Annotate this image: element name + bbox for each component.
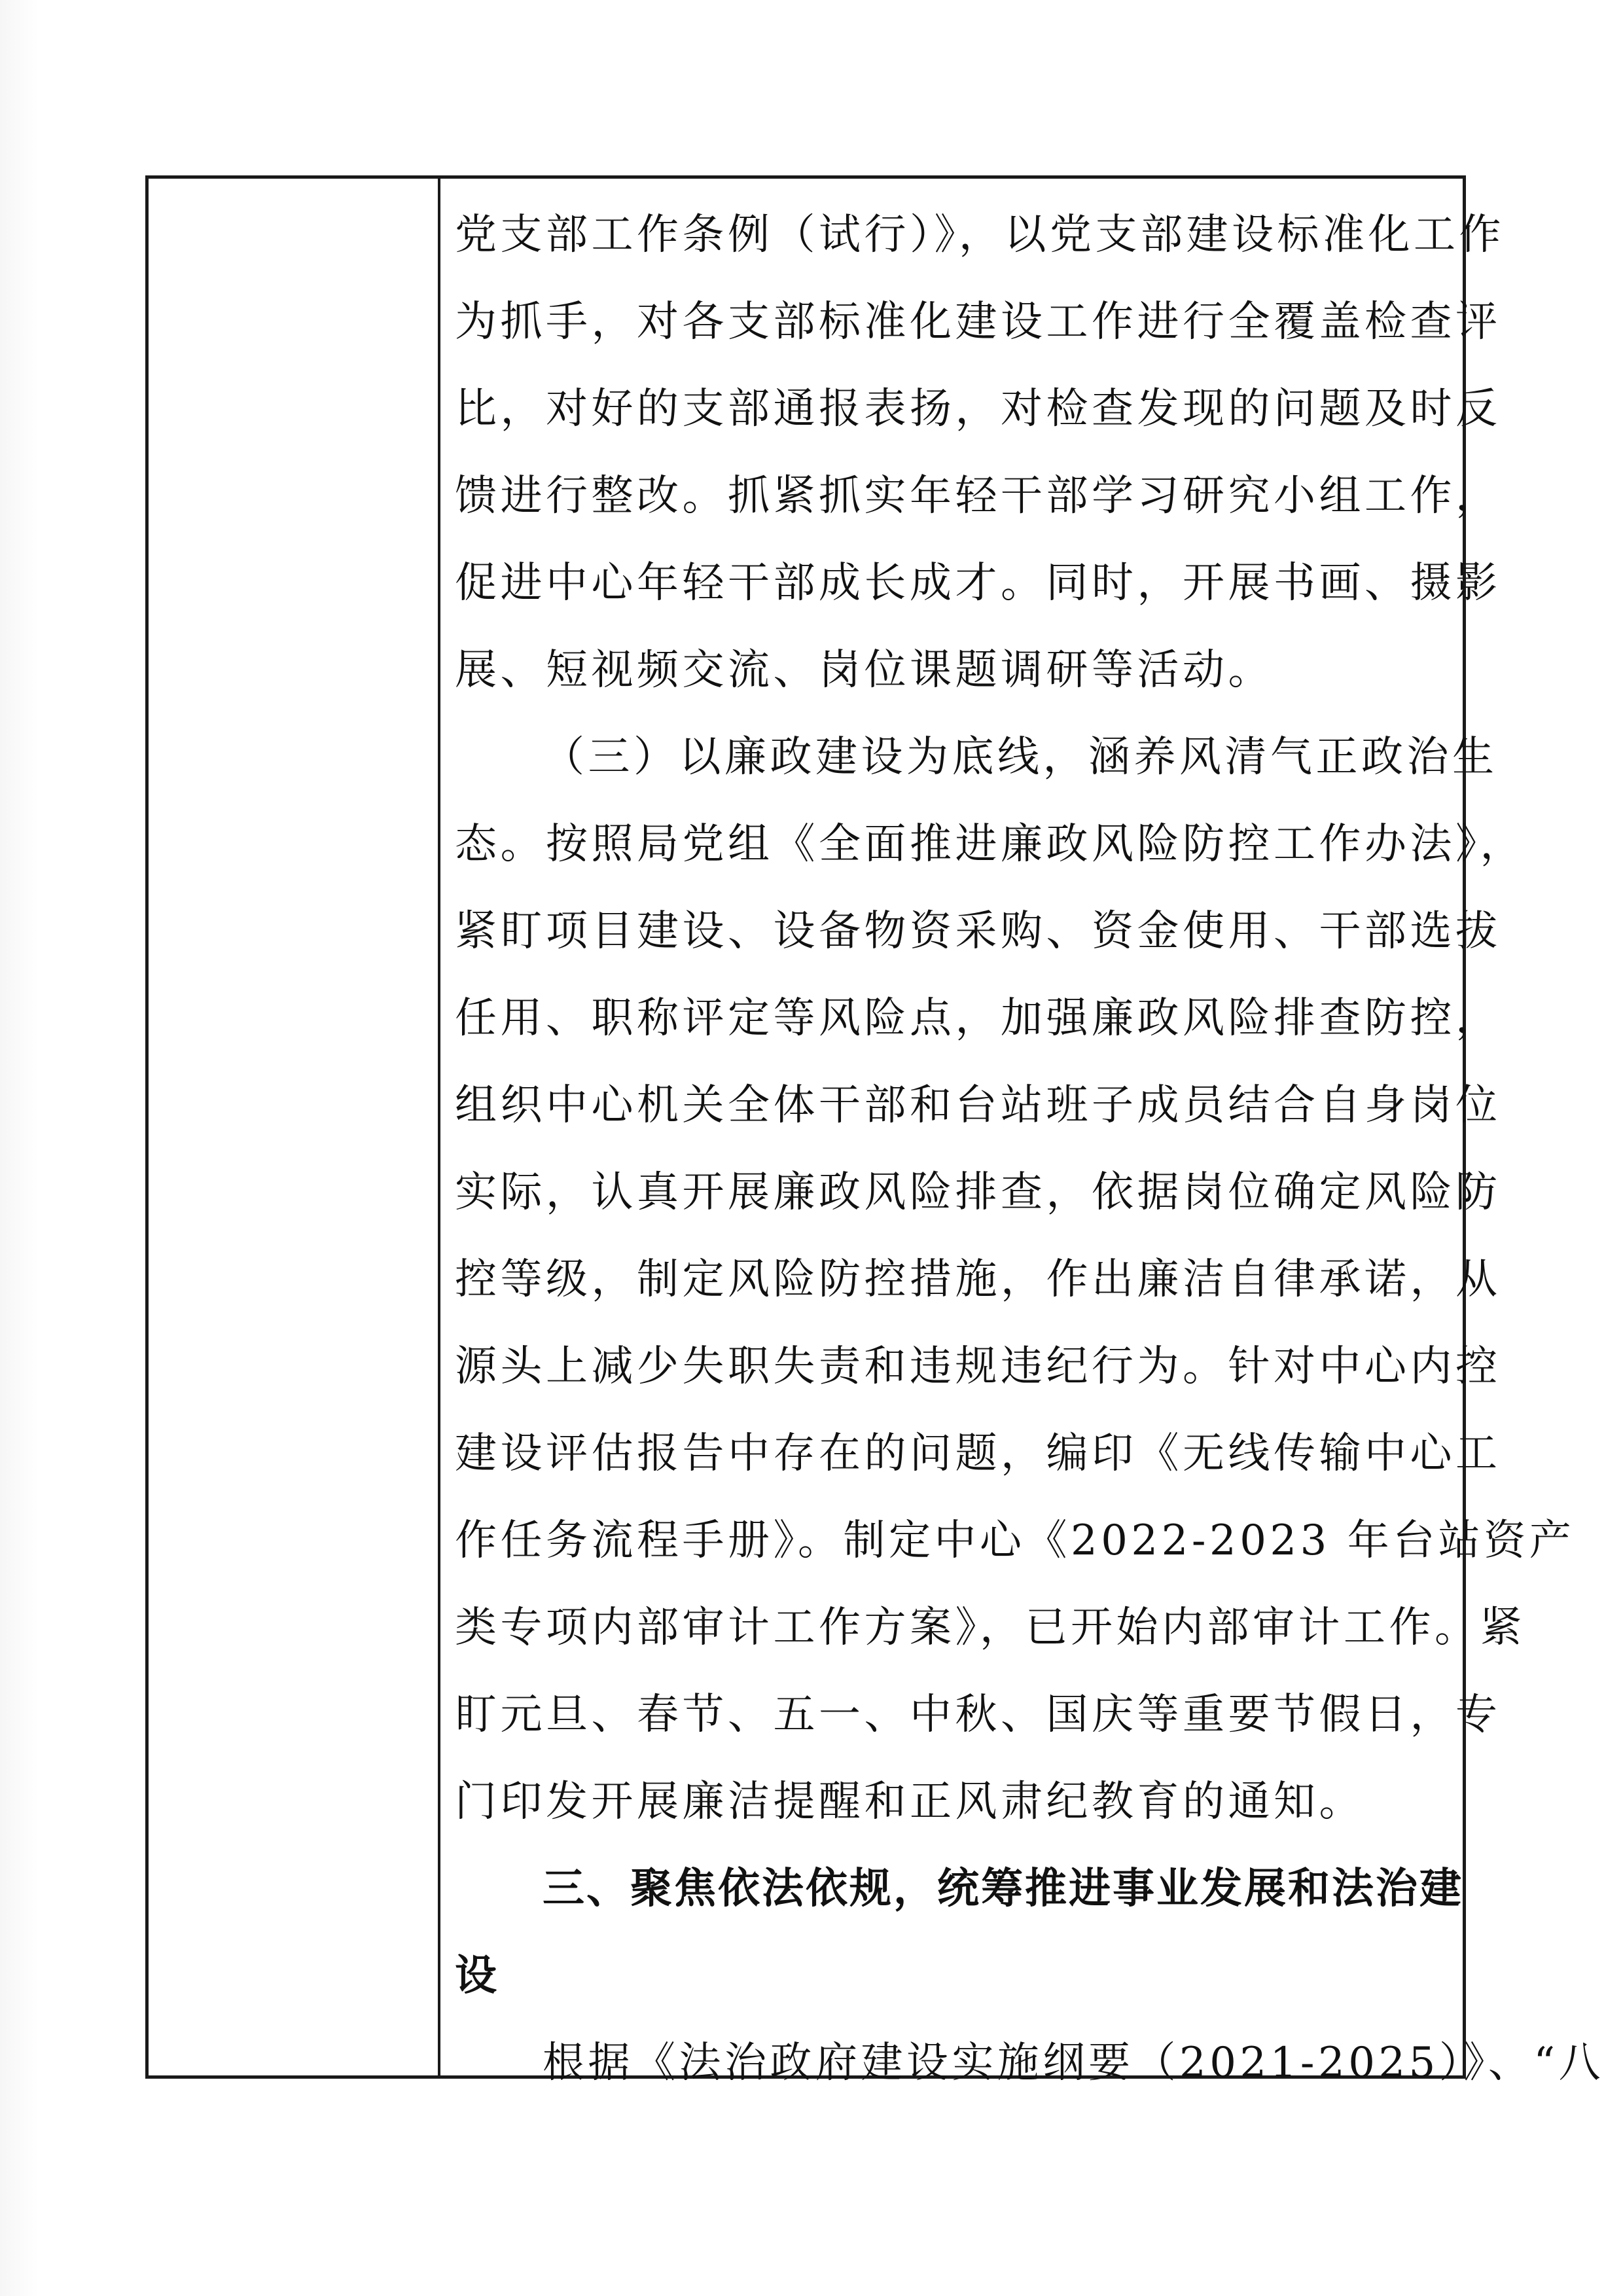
text-line: 盯元旦、春节、五一、中秋、国庆等重要节假日，专 bbox=[455, 1691, 1501, 1739]
section-heading-continued: 设 bbox=[455, 1952, 499, 2000]
text-line: 紧盯项目建设、设备物资采购、资金使用、干部选拔 bbox=[455, 907, 1501, 956]
text-line: 态。按照局党组《全面推进廉政风险防控工作办法》， bbox=[455, 820, 1525, 869]
column-divider bbox=[438, 179, 440, 2075]
table-left-cell bbox=[149, 179, 438, 2075]
paragraph-start: 根据《法治政府建设实施纲要（2021-2025）》、“八 bbox=[543, 2039, 1605, 2087]
text-line: 建设评估报告中存在的问题，编印《无线传输中心工 bbox=[455, 1429, 1501, 1478]
section-paragraph-start: （三）以廉政建设为底线，涵养风清气正政治生 bbox=[543, 733, 1498, 781]
text-line: 促进中心年轻干部成长成才。同时，开展书画、摄影 bbox=[455, 559, 1501, 607]
text-line: 控等级，制定风险防控措施，作出廉洁自律承诺，从 bbox=[455, 1255, 1501, 1304]
text-line: 比，对好的支部通报表扬，对检查发现的问题及时反 bbox=[455, 385, 1501, 433]
table-content-cell bbox=[455, 192, 1605, 2087]
table-frame bbox=[145, 175, 1605, 2087]
section-heading: 三、聚焦依法依规，统筹推进事业发展和法治建 bbox=[543, 1865, 1463, 1913]
text-line: 门印发开展廉洁提醒和正风肃纪教育的通知。 bbox=[455, 1778, 1364, 1826]
text-line: 实际，认真开展廉政风险排查，依据岗位确定风险防 bbox=[455, 1168, 1501, 1217]
text-line: 党支部工作条例（试行）》，以党支部建设标准化工作 bbox=[455, 211, 1505, 259]
text-line: 源头上减少失职失责和违规违纪行为。针对中心内控 bbox=[455, 1342, 1501, 1391]
text-line: 类专项内部审计工作方案》，已开始内部审计工作。紧 bbox=[455, 1604, 1525, 1652]
text-line: 作任务流程手册》。制定中心《2022-2023 年台站资产 bbox=[455, 1516, 1575, 1565]
text-line: 馈进行整改。抓紧抓实年轻干部学习研究小组工作， bbox=[455, 472, 1501, 520]
text-line: 展、短视频交流、岗位课题调研等活动。 bbox=[455, 646, 1274, 694]
text-line: 为抓手，对各支部标准化建设工作进行全覆盖检查评 bbox=[455, 298, 1501, 346]
text-line: 任用、职称评定等风险点，加强廉政风险排查防控， bbox=[455, 994, 1501, 1043]
scan-edge-shadow bbox=[0, 0, 39, 2296]
text-line: 组织中心机关全体干部和台站班子成员结合自身岗位 bbox=[455, 1081, 1501, 1130]
